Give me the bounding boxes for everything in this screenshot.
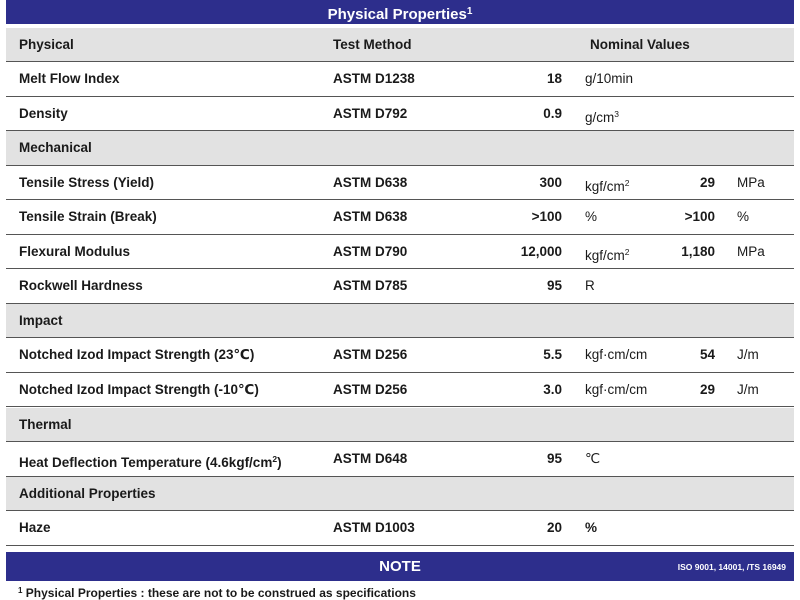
unit-2: MPa xyxy=(737,174,765,190)
unit-1 xyxy=(585,200,597,235)
nominal-value-1: >100 xyxy=(531,209,562,225)
property-name-text: Notched Izod Impact Strength (23℃) xyxy=(19,347,255,363)
unit-1 xyxy=(585,166,630,205)
table-row xyxy=(6,166,794,201)
unit-1-text: kgf/cm xyxy=(585,247,625,263)
property-name-text: Density xyxy=(19,105,68,121)
unit-2: % xyxy=(737,209,750,225)
property-name-text: Heat Deflection Temperature (4.6kgf/cm xyxy=(19,455,273,471)
nominal-value-1: 95 xyxy=(546,278,562,294)
table-row xyxy=(6,442,794,477)
unit-1-text: % xyxy=(585,209,598,225)
test-method: ASTM D790 xyxy=(333,243,408,259)
footnote xyxy=(18,586,416,600)
unit-1 xyxy=(585,269,595,304)
unit-1-sup: 3 xyxy=(614,108,619,119)
table-row xyxy=(6,235,794,270)
nominal-value-2: 1,180 xyxy=(681,243,715,259)
unit-1 xyxy=(585,235,630,274)
nominal-value-1: 18 xyxy=(546,71,562,86)
test-method: ASTM D785 xyxy=(333,278,408,294)
header-nominal-values: Nominal Values xyxy=(590,37,690,52)
section-label: Thermal xyxy=(19,416,72,432)
title-footnote-marker: 1 xyxy=(466,6,473,17)
unit-1 xyxy=(585,373,647,408)
table-title xyxy=(6,0,794,24)
unit-1 xyxy=(585,338,647,373)
section-row xyxy=(6,477,794,512)
section-label: Additional Properties xyxy=(19,485,156,501)
unit-1-text: kgf/cm xyxy=(585,178,625,194)
unit-1-text: g/cm xyxy=(585,109,615,125)
unit-1-text: kgf·cm/cm xyxy=(585,347,648,363)
unit-1-sup: 2 xyxy=(624,177,630,188)
unit-2: J/m xyxy=(737,347,759,363)
nominal-value-2: 29 xyxy=(699,174,715,190)
property-name xyxy=(19,338,254,373)
property-name-text: Melt Flow Index xyxy=(19,71,120,86)
footnote-marker: 1 xyxy=(18,586,23,595)
unit-1-text: kgf·cm/cm xyxy=(585,381,648,397)
property-name xyxy=(19,373,259,408)
property-name xyxy=(19,166,154,201)
property-name xyxy=(19,62,120,97)
nominal-value-1: 0.9 xyxy=(543,105,562,121)
nominal-value-2: 29 xyxy=(699,381,715,397)
unit-1-text: g/10min xyxy=(585,71,634,86)
unit-2: J/m xyxy=(737,381,759,397)
nominal-value-1: 95 xyxy=(546,451,562,467)
test-method: ASTM D1003 xyxy=(333,520,415,536)
table-row xyxy=(6,373,794,408)
test-method: ASTM D638 xyxy=(333,209,408,225)
test-method: ASTM D256 xyxy=(333,347,408,363)
property-name-tail: ) xyxy=(277,455,282,471)
test-method: ASTM D648 xyxy=(333,451,408,467)
section-row xyxy=(6,408,794,443)
unit-1-text: R xyxy=(585,278,595,294)
unit-1 xyxy=(585,62,633,97)
section-label: Impact xyxy=(19,312,63,328)
property-name xyxy=(19,200,157,235)
section-row xyxy=(6,131,794,166)
test-method: ASTM D792 xyxy=(333,105,408,121)
property-name xyxy=(19,235,130,270)
table-row xyxy=(6,338,794,373)
table-row xyxy=(6,97,794,132)
nominal-value-1: 3.0 xyxy=(543,381,562,397)
nominal-value-2: 54 xyxy=(699,347,715,363)
property-name-text: Notched Izod Impact Strength (-10℃) xyxy=(19,381,259,397)
property-name xyxy=(19,97,68,132)
test-method: ASTM D256 xyxy=(333,381,408,397)
note-bar xyxy=(6,552,794,581)
header-physical: Physical xyxy=(19,37,74,52)
nominal-value-2: >100 xyxy=(684,209,715,225)
table-header-row xyxy=(6,28,794,62)
note-title: NOTE xyxy=(379,558,421,575)
unit-2: MPa xyxy=(737,243,765,259)
test-method: ASTM D1238 xyxy=(333,71,415,86)
unit-1 xyxy=(585,442,600,477)
test-method: ASTM D638 xyxy=(333,174,408,190)
property-name-text: Tensile Strain (Break) xyxy=(19,209,157,225)
nominal-value-1: 12,000 xyxy=(520,243,562,259)
footnote-text: Physical Properties : these are not to be construed as specifications xyxy=(25,586,416,600)
unit-1-text: ℃ xyxy=(585,451,601,467)
section-row xyxy=(6,304,794,339)
property-name xyxy=(19,269,143,304)
section-label: Mechanical xyxy=(19,140,92,156)
nominal-value-1: 20 xyxy=(546,520,562,536)
property-name xyxy=(19,442,282,481)
unit-1 xyxy=(585,97,619,136)
iso-certifications: ISO 9001, 14001, /TS 16949 xyxy=(677,562,786,572)
table-row xyxy=(6,511,794,546)
property-name xyxy=(19,511,51,546)
property-name-text: Tensile Stress (Yield) xyxy=(19,174,155,190)
property-name-text: Haze xyxy=(19,520,51,536)
property-name-sup: 2 xyxy=(272,454,278,465)
table-row xyxy=(6,200,794,235)
title-text: Physical Properties xyxy=(327,6,467,23)
header-test-method: Test Method xyxy=(333,37,412,52)
table-row xyxy=(6,62,794,97)
table-row xyxy=(6,269,794,304)
unit-1 xyxy=(585,511,597,546)
nominal-value-1: 5.5 xyxy=(543,347,562,363)
property-name-text: Flexural Modulus xyxy=(19,243,131,259)
unit-1-sup: 2 xyxy=(624,246,630,257)
nominal-value-1: 300 xyxy=(539,174,562,190)
unit-1-text: % xyxy=(585,520,598,536)
property-name-text: Rockwell Hardness xyxy=(19,278,143,294)
